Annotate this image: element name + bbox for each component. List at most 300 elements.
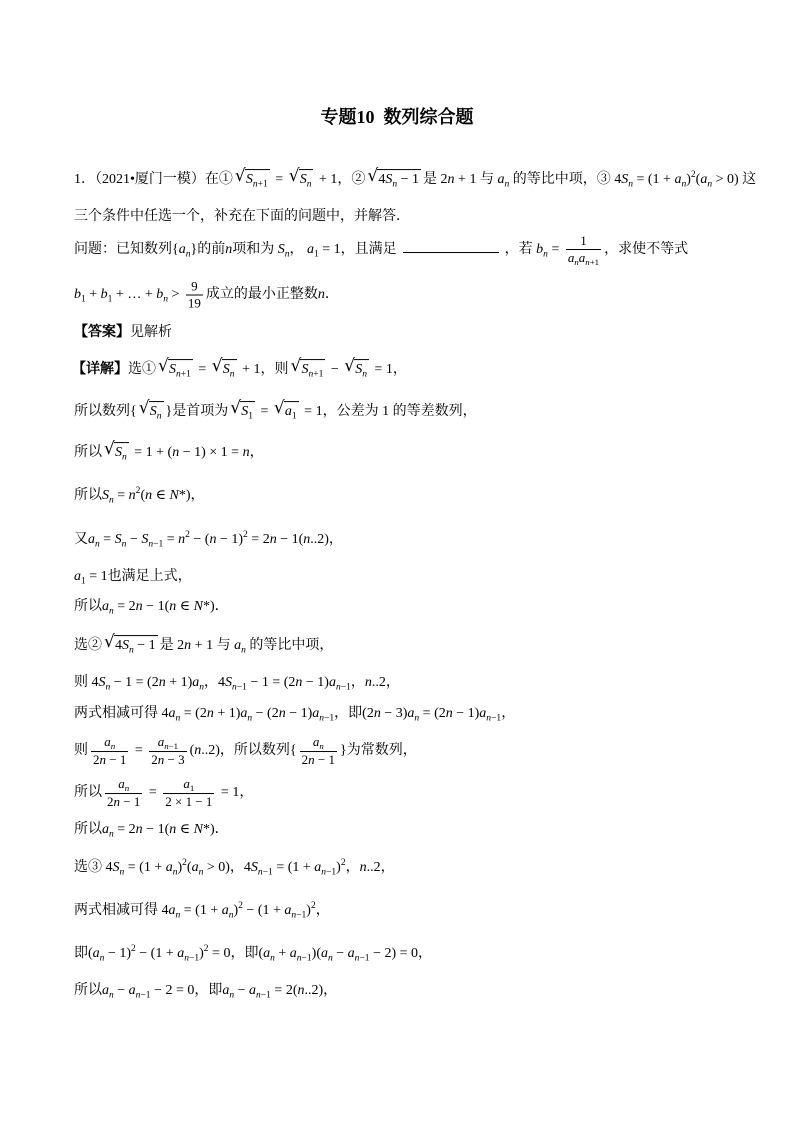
fraction-numerator (163, 776, 214, 794)
bold-label: 【详解】 (72, 362, 128, 378)
math-subscript (319, 713, 334, 723)
math-variable: n (199, 682, 205, 693)
math-subscript (292, 411, 297, 421)
text-run: 所以 (74, 488, 102, 503)
text-run: + (274, 946, 290, 961)
text-run: 2 (203, 943, 209, 954)
text-run: −1 (140, 990, 151, 1001)
text-run: ，求使不等式 (604, 242, 689, 258)
text-run: − 2) = 0， (369, 946, 433, 961)
math-radicand (149, 401, 164, 423)
math-subscript (291, 910, 306, 920)
math-variable: n (122, 452, 127, 463)
math-variable: n (109, 829, 114, 840)
math-variable: n (105, 682, 111, 693)
bold-label: 【答案】 (74, 325, 130, 340)
question-text-line (74, 207, 410, 227)
math-variable: a (222, 983, 230, 998)
math-variable: n (229, 369, 235, 380)
solution-line (74, 597, 229, 617)
text-run: −1 (188, 953, 200, 964)
math-variable: n (175, 713, 181, 724)
text-run: − 1 (120, 793, 141, 809)
text-run: −1 (359, 953, 370, 964)
fraction-denominator (163, 794, 214, 810)
math-variable: a (178, 242, 186, 258)
text-run: − (332, 946, 348, 961)
math-variable: n (209, 532, 217, 547)
math-subscript (184, 953, 199, 963)
math-variable: n (113, 793, 120, 809)
text-run: − 2 = 0，即 (150, 983, 223, 998)
text-run: ， (345, 860, 360, 875)
text-run: − 1( (142, 822, 170, 837)
text-run: = (113, 488, 129, 503)
math-subscript (176, 369, 191, 379)
text-run: = 2 (113, 599, 136, 614)
math-variable: n (228, 910, 234, 921)
math-fraction (149, 734, 186, 768)
math-variable: a (168, 903, 176, 918)
math-variable: n (297, 983, 305, 998)
fraction-denominator (91, 752, 128, 768)
text-run: ， (289, 242, 307, 258)
math-radicand (240, 401, 255, 423)
math-variable: a (191, 860, 199, 875)
text-run: − (126, 532, 142, 547)
math-variable: a (567, 250, 575, 266)
math-variable: n (303, 532, 311, 547)
math-variable: n (414, 713, 420, 724)
question-text-line (74, 233, 688, 267)
math-variable: S (245, 172, 253, 188)
text-run: 2 × 1 − 1 (165, 793, 213, 809)
text-run: − 1 = (2 (110, 675, 159, 690)
text-run: 所以 (74, 599, 102, 614)
math-variable: S (385, 172, 393, 188)
math-variable: a (240, 706, 248, 721)
text-run: −1 (340, 682, 351, 693)
text-run: −1 (153, 539, 164, 550)
text-run: −1 (491, 713, 502, 724)
fraction-denominator (149, 752, 186, 768)
math-variable: a (102, 599, 109, 614)
math-variable: n (145, 488, 153, 503)
math-subscript (136, 990, 151, 1000)
math-radicand (222, 359, 237, 381)
math-variable: S (621, 172, 629, 188)
math-fraction (186, 279, 203, 312)
text-run: > 0) 这 (712, 172, 757, 188)
math-subscript (585, 257, 599, 267)
math-radicand (245, 169, 270, 191)
math-radicand (300, 359, 325, 381)
math-variable: n (229, 990, 235, 1001)
text-run: −1 (168, 741, 179, 752)
text-run: − (1 + (135, 946, 178, 961)
answer-blank (403, 238, 499, 253)
math-subscript (122, 452, 127, 462)
text-run: 4 (378, 172, 386, 188)
math-variable: n (319, 741, 324, 752)
page-title: 专题10 数列综合题 (320, 107, 474, 127)
text-run: = (131, 743, 147, 759)
text-run: ， (249, 445, 264, 461)
math-subscript (253, 179, 268, 189)
text-run: 2 (93, 751, 100, 767)
solution-line (74, 944, 432, 964)
solution-line (74, 486, 205, 506)
text-run: ，即(2 (334, 706, 374, 721)
math-variable: S (299, 172, 307, 188)
math-variable: a (700, 172, 708, 188)
text-run: = (1 + (180, 903, 222, 918)
text-run: −1 (324, 713, 335, 724)
math-variable: S (355, 362, 363, 378)
math-variable: n (124, 783, 130, 794)
math-variable: n (585, 257, 590, 268)
math-variable: n (321, 867, 327, 878)
text-run: − (234, 983, 250, 998)
math-sqrt (274, 401, 299, 423)
text-run: 19 (187, 295, 201, 311)
math-variable: n (135, 599, 143, 614)
text-run: = 2 (113, 822, 136, 837)
text-run: ． (324, 287, 339, 303)
math-variable: n (269, 532, 277, 547)
text-run: ) (177, 860, 183, 875)
text-run: = (99, 532, 115, 547)
text-run: ) (686, 172, 691, 188)
math-variable: a (92, 946, 100, 961)
math-variable: n (158, 675, 166, 690)
math-variable: a (312, 734, 320, 750)
text-run: 的等比中项，③ 4 (509, 172, 622, 188)
math-subscript (297, 953, 312, 963)
fraction-denominator (566, 250, 601, 267)
text-run: ，4 (204, 675, 226, 690)
text-run: ，若 (504, 242, 537, 258)
math-variable: n (172, 867, 178, 878)
math-variable: a (183, 776, 190, 792)
text-run: 两式相减可得 4 (74, 903, 169, 918)
math-variable: a (407, 706, 415, 721)
fraction-numerator (566, 233, 601, 250)
math-variable: n (354, 953, 360, 964)
math-variable: n (319, 713, 325, 724)
math-variable: n (129, 645, 134, 656)
math-subscript (486, 713, 501, 723)
text-run: ( (695, 172, 701, 188)
solution-line (74, 704, 515, 724)
math-radicand (114, 635, 158, 657)
text-run: 所以数列{ (74, 404, 137, 420)
math-subscript (230, 369, 235, 379)
math-variable: n (135, 990, 141, 1001)
math-variable: n (308, 369, 314, 380)
text-run: 1 (81, 294, 86, 305)
text-run: + 1，则 (238, 362, 289, 378)
math-sqrt (230, 401, 255, 423)
text-run: ( (186, 860, 192, 875)
text-run: ∈ (152, 488, 170, 503)
solution-line (74, 776, 253, 810)
math-variable: S (250, 860, 258, 875)
math-variable: n (291, 910, 297, 921)
text-run: 见解析 (130, 325, 172, 340)
math-variable: b (156, 287, 164, 303)
math-subscript (308, 369, 323, 379)
text-run: 选① (128, 362, 156, 378)
text-run: 1 (107, 294, 113, 305)
math-subscript (321, 867, 336, 877)
text-run: ， (501, 706, 516, 721)
text-run: + 1) (213, 706, 241, 721)
text-run: ) (336, 860, 341, 875)
text-run: *)， (178, 488, 205, 503)
math-variable: a (234, 638, 242, 654)
math-variable: n (306, 179, 312, 190)
text-run: 是 2 (159, 638, 185, 654)
text-run: ..2)， (310, 532, 343, 547)
math-variable: n (278, 706, 286, 721)
text-run: −1 (296, 910, 307, 921)
math-variable: b (536, 242, 544, 258)
text-run: −1 (236, 682, 247, 693)
math-variable: n (392, 179, 398, 190)
math-subscript (190, 783, 194, 793)
math-variable: n (317, 287, 325, 303)
math-sqrt (290, 359, 325, 381)
math-variable: n (257, 867, 263, 878)
math-variable: a (102, 822, 109, 837)
text-run: − (2 (252, 706, 279, 721)
text-run: = (1 + (272, 860, 315, 875)
math-variable: S (301, 362, 309, 378)
math-radicand (284, 401, 299, 423)
text-run: − 1) × 1 = (179, 445, 243, 461)
solution-line (74, 530, 343, 550)
text-run: 1 (189, 783, 195, 794)
text-run: 1 (314, 249, 319, 260)
math-variable: n (99, 953, 105, 964)
math-variable: n (194, 743, 202, 759)
text-run: ， (315, 903, 330, 918)
text-run: 1 (248, 411, 253, 422)
math-variable: a (192, 675, 200, 690)
math-variable: n (504, 179, 510, 190)
math-variable: n (184, 953, 189, 964)
text-run: 是 2 (423, 172, 448, 188)
text-run: 4 (115, 638, 122, 654)
text-run: 2 (185, 529, 190, 540)
text-run: = 1， (217, 785, 254, 801)
text-run: − 1( (142, 599, 170, 614)
text-run: = 0，即( (208, 946, 264, 961)
text-run: + (85, 287, 101, 303)
math-variable: S (122, 638, 129, 654)
text-run: 2 (690, 169, 696, 180)
math-variable: n (164, 741, 169, 752)
text-run: 所以 (74, 983, 102, 998)
math-sqrt (104, 635, 158, 657)
math-variable: n (308, 751, 315, 767)
text-run: 2 (131, 943, 136, 954)
text-run: − 1 (397, 172, 420, 188)
math-variable: n (176, 369, 181, 380)
math-subscript (319, 741, 323, 751)
math-variable: n (232, 682, 237, 693)
text-run: 2 (238, 900, 243, 911)
math-radicand (299, 169, 314, 191)
text-run: 所以 (74, 822, 102, 837)
text-run: = 1 + ( (130, 445, 173, 461)
solution-line (74, 981, 337, 1001)
math-variable: n (296, 953, 302, 964)
text-run: +1 (257, 179, 268, 190)
math-subscript (248, 411, 253, 421)
text-run: − 1) (302, 675, 329, 690)
text-run: − 1) (104, 946, 131, 961)
math-variable: n (156, 411, 162, 422)
math-fraction (566, 233, 601, 267)
math-sqrt (289, 169, 314, 191)
math-subscript (256, 990, 271, 1000)
math-variable: a (347, 946, 355, 961)
math-radicand (168, 359, 193, 381)
text-run: = (1 + (632, 172, 675, 188)
fraction-numerator (105, 776, 142, 794)
math-sqrt (158, 359, 193, 381)
math-variable: S (141, 532, 149, 547)
math-variable: n (335, 682, 341, 693)
text-run: 1 (580, 233, 587, 249)
math-variable: S (102, 488, 109, 503)
math-variable: a (177, 946, 185, 961)
text-run: ..2)，所以数列{ (201, 743, 297, 759)
text-run: +1 (313, 369, 324, 380)
math-radicand (354, 359, 369, 381)
question-text-line (74, 279, 339, 312)
text-run: 又 (74, 532, 88, 547)
math-variable: n (628, 179, 633, 190)
text-run: − 1) (216, 532, 244, 547)
math-variable: n (486, 713, 492, 724)
text-run: > 0)，4 (203, 860, 251, 875)
text-run: 所以 (74, 785, 102, 801)
text-run: 1 (291, 411, 297, 422)
text-run: = (2 (419, 706, 446, 721)
fraction-numerator (186, 279, 203, 296)
text-run: − 1 (106, 751, 127, 767)
text-run: − (1 + (242, 903, 285, 918)
solution-line (72, 359, 407, 381)
fraction-numerator (91, 734, 128, 752)
math-variable: n (128, 488, 136, 503)
math-variable: n (175, 910, 181, 921)
math-variable: n (359, 860, 367, 875)
math-variable: n (574, 257, 579, 268)
text-run: − 1 (314, 751, 335, 767)
text-run: 成立的最小正整数 (205, 287, 318, 303)
text-run: 2 (182, 857, 187, 868)
text-run: ..2， (366, 860, 395, 875)
text-run: + 1) (165, 675, 193, 690)
math-variable: n (109, 606, 114, 617)
math-fraction (300, 734, 337, 768)
math-variable: a (497, 172, 505, 188)
math-subscript (232, 682, 247, 692)
text-run: 1．（2021•厦门一模）在① (74, 172, 233, 188)
text-run: +1 (589, 257, 600, 268)
text-run: = 1也满足上式， (85, 569, 192, 584)
math-subscript (125, 783, 129, 793)
math-variable: S (114, 532, 122, 547)
math-sqrt (139, 401, 164, 423)
math-variable: a (284, 903, 292, 918)
text-run: = (2 (180, 706, 207, 721)
solution-line (74, 635, 333, 657)
fraction-numerator (300, 734, 337, 752)
text-run: − (327, 362, 343, 378)
text-run: 的等比中项， (245, 638, 334, 654)
math-variable: n (95, 539, 100, 550)
text-run: 选② (74, 638, 102, 654)
math-variable: n (119, 867, 125, 878)
text-run: − 1 = (2 (246, 675, 296, 690)
math-variable: n (252, 179, 258, 190)
math-variable: n (109, 495, 114, 506)
math-variable: n (157, 751, 165, 767)
text-run: 则 (74, 743, 88, 759)
math-fraction (91, 734, 128, 768)
math-subscript (164, 741, 178, 751)
math-subscript (362, 369, 367, 379)
text-run: }为常数列， (340, 743, 417, 759)
math-variable: n (135, 822, 143, 837)
solution-line (74, 820, 229, 840)
text-run: = (194, 362, 210, 378)
math-radicand (114, 442, 129, 464)
math-variable: a (284, 404, 292, 420)
text-run: −1 (262, 867, 273, 878)
text-run: ) (233, 903, 239, 918)
math-variable: S (241, 404, 249, 420)
text-run: − 1 (133, 638, 156, 654)
math-subscript (307, 179, 312, 189)
math-variable: S (115, 445, 122, 461)
math-variable: n (242, 445, 250, 461)
math-variable: a (104, 734, 111, 750)
math-variable: n (241, 645, 246, 656)
math-variable: n (284, 249, 290, 260)
text-run: − 1) (452, 706, 480, 721)
solution-line (74, 901, 330, 921)
math-variable: a (157, 734, 165, 750)
text-run: − 1( (276, 532, 304, 547)
text-run: − ( (189, 532, 210, 547)
math-radicand (377, 169, 421, 191)
text-run: 问题：已知数列{ (74, 242, 179, 258)
math-variable: n (543, 249, 548, 260)
text-run: − 3) (380, 706, 408, 721)
math-sqrt (212, 359, 237, 381)
math-variable: S (225, 675, 233, 690)
text-run: +1 (180, 369, 191, 380)
math-variable: n (362, 369, 368, 380)
math-variable: n (169, 599, 177, 614)
text-run: }的前 (190, 242, 226, 258)
